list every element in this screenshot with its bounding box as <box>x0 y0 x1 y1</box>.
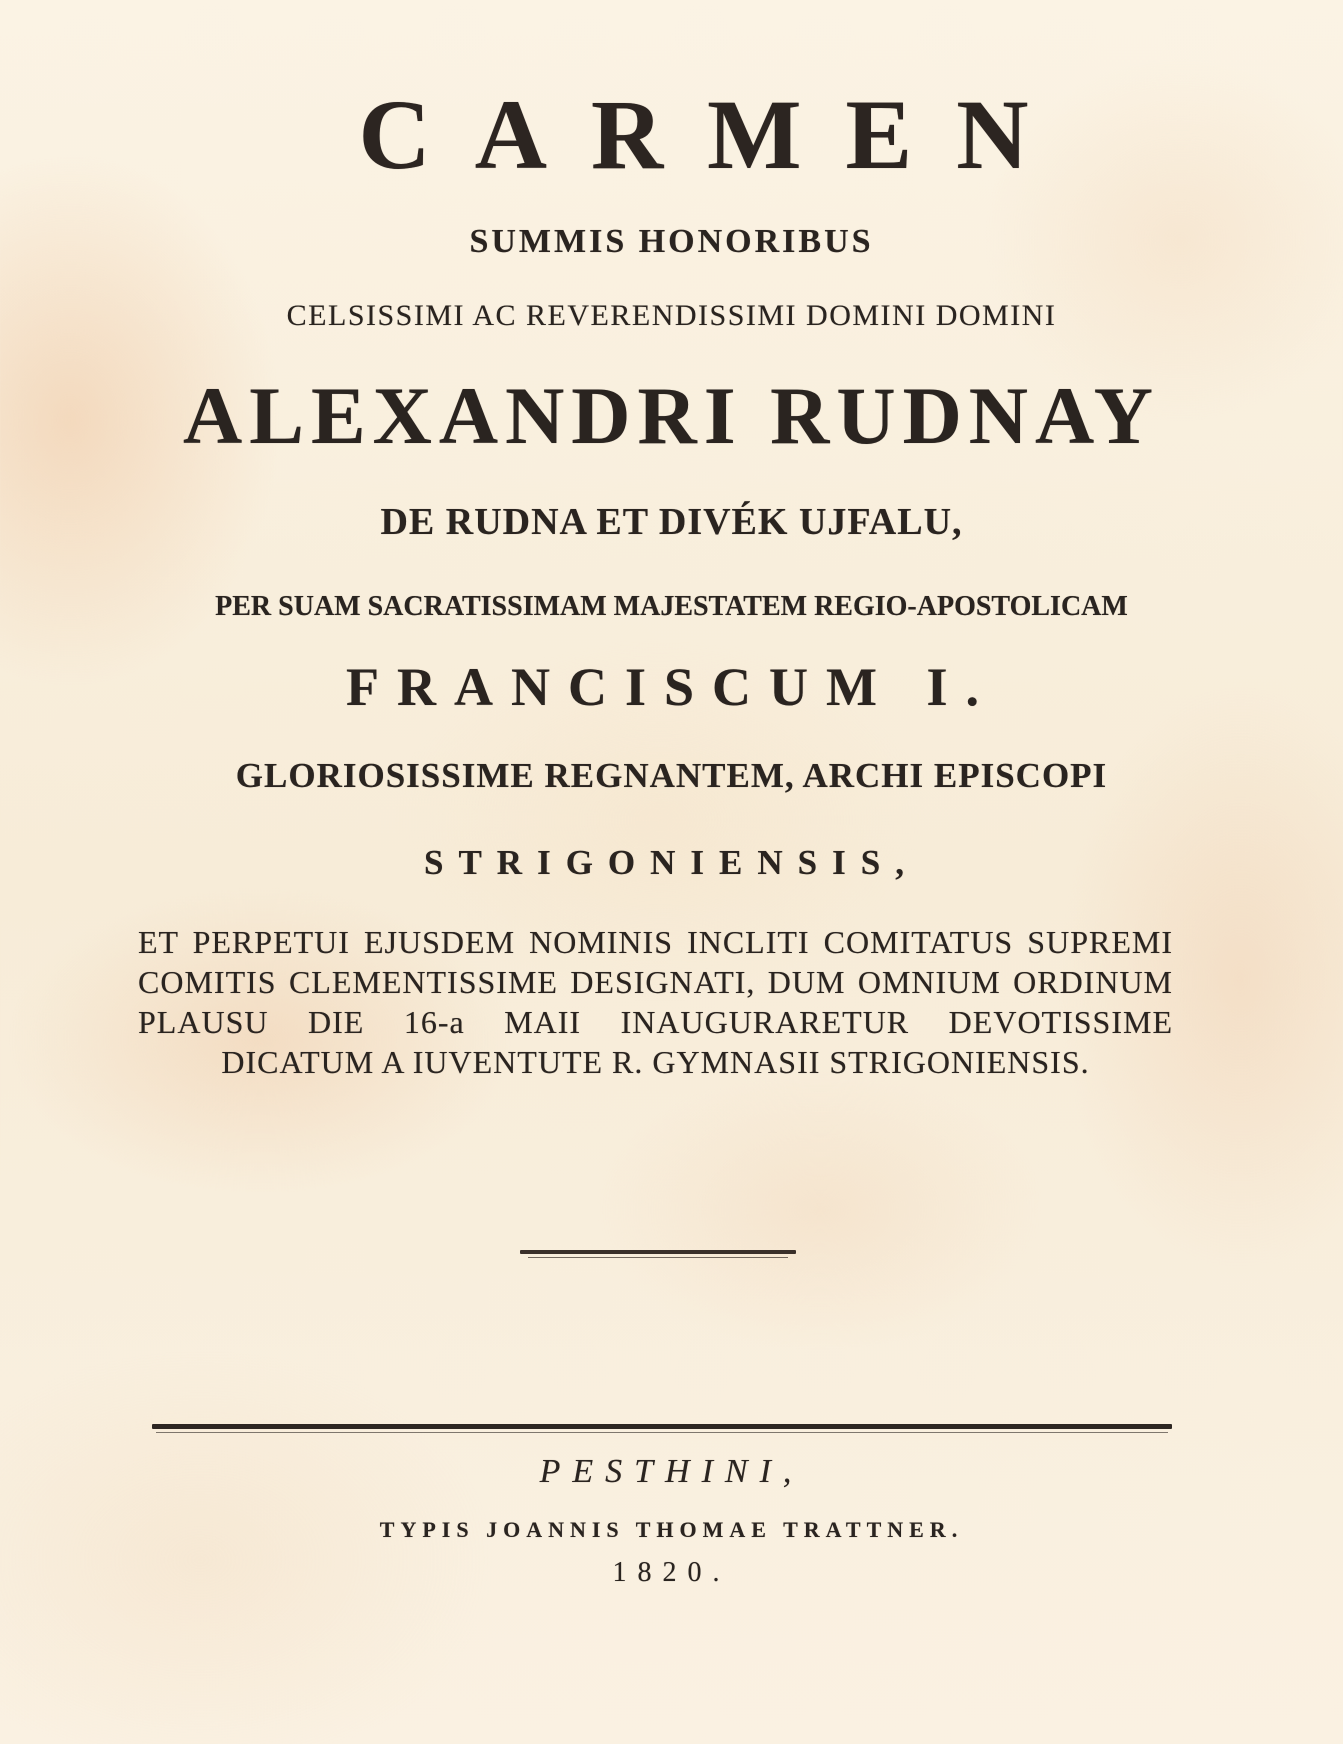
honoree-origin: DE RUDNA ET DIVÉK UJFALU, <box>380 501 963 543</box>
imprint-rule <box>152 1424 1172 1429</box>
ornamental-divider <box>520 1250 796 1254</box>
dedication-line-strigoniensis: STRIGONIENSIS, <box>424 843 919 882</box>
imprint-place: PESTHINI, <box>539 1453 804 1490</box>
dedication-line-gloriosissime: GLORIOSISSIME REGNANTEM, ARCHI EPISCOPI <box>235 756 1108 795</box>
imprint-printer: TYPIS JOANNIS THOMAE TRATTNER. <box>379 1517 964 1542</box>
imprint-year: 1820. <box>612 1557 731 1588</box>
monarch-name: FRANCISCUM I. <box>346 657 997 717</box>
dedication-line-per-suam: PER SUAM SACRATISSIMAM MAJESTATEM REGIO-APOSTOLICAM <box>215 591 1128 622</box>
dedication-line-summis: SUMMIS HONORIBUS <box>469 223 874 260</box>
honoree-name: ALEXANDRI RUDNAY <box>183 370 1160 461</box>
page-title: CARMEN <box>358 79 1073 190</box>
dedication-paragraph: ET PERPETUI EJUSDEM NOMINIS INCLITI COMITATUS SUPREMI COMITIS CLEMENTISSIME DESIGNATI, DUM OMNIUM ORDINUM PLAUSU DIE 16-a MAII INAUGURARETUR DEVOTISSIME DICATUM A IUVENTUTE R. GYMNASII STRIGONIENSIS. <box>138 924 1173 1080</box>
dedication-line-celsissimi: CELSISSIMI AC REVERENDISSIMI DOMINI DOMINI <box>286 299 1057 332</box>
